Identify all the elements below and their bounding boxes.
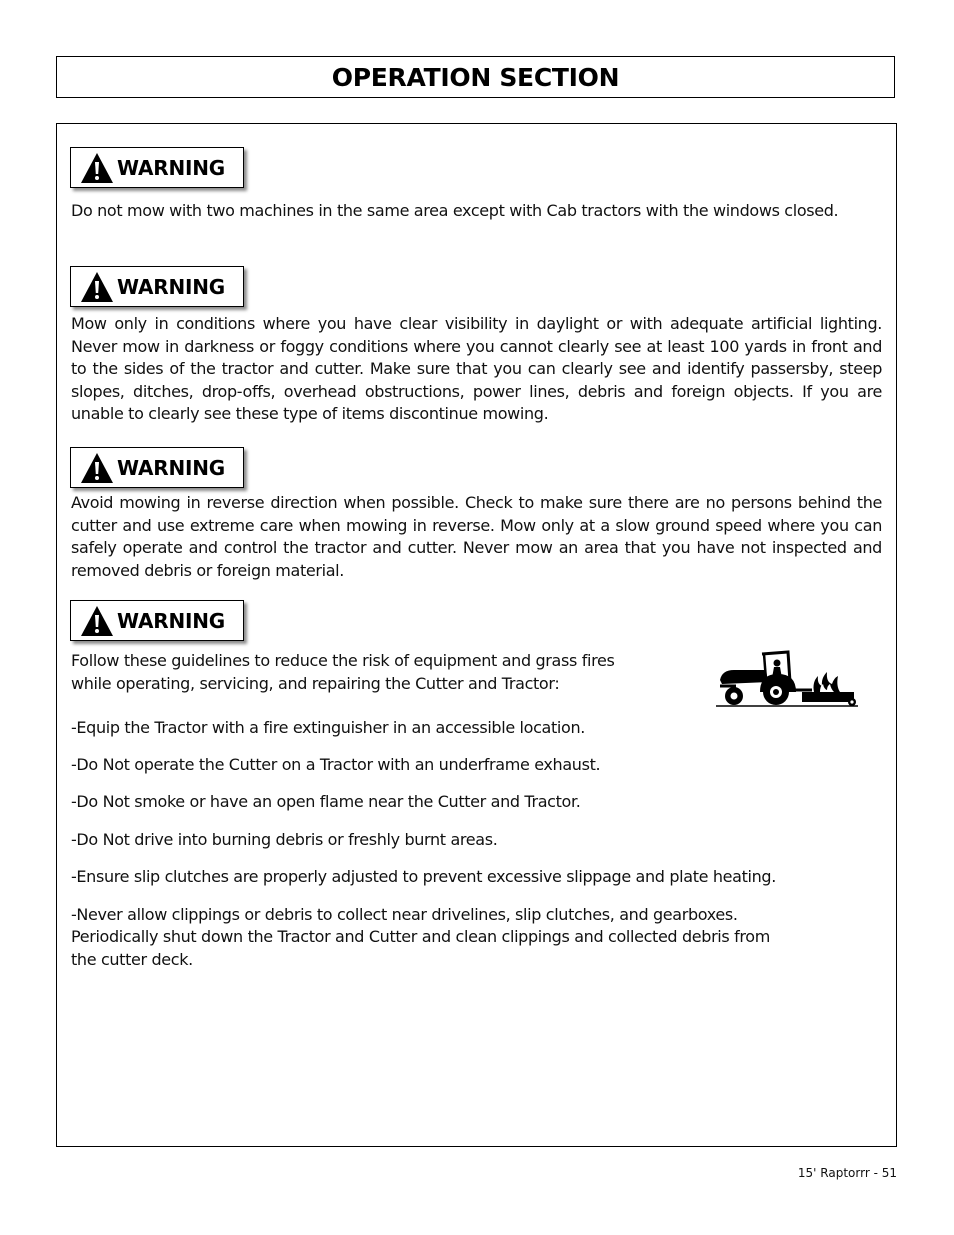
tractor-fire-icon <box>714 646 860 710</box>
warning-label-2 <box>70 266 244 307</box>
warning-text: WARNING <box>117 274 225 299</box>
guideline-6-line-3: the cutter deck. <box>71 950 193 969</box>
section-header <box>56 56 895 98</box>
warning-triangle-icon <box>80 605 114 637</box>
warning-triangle-icon <box>80 152 114 184</box>
warning-body-2: Mow only in conditions where you have clear visibility in daylight or with adequate artificial lighting. Never mow in darkness or foggy conditions where you cannot clearly see at least 100 yards in front and to the sides of the tractor and cutter. Make sure that you can clearly see and identify passersby, steep slopes, ditches, drop-offs, overhead obstructions, power lines, debris and foreign objects. If you are unable to clearly see these type of items discontinue mowing. <box>71 314 882 423</box>
warning-text: WARNING <box>117 455 225 480</box>
warning-triangle-icon <box>80 452 114 484</box>
warning-triangle-icon <box>80 271 114 303</box>
warning-text: WARNING <box>117 608 225 633</box>
guideline-5: -Ensure slip clutches are properly adjusted to prevent excessive slippage and plate heating. <box>71 867 776 886</box>
page-title: OPERATION SECTION <box>331 62 620 92</box>
warning-body-1: Do not mow with two machines in the same area except with Cab tractors with the windows closed. <box>71 201 839 220</box>
page-footer: 15' Raptorrr - 51 <box>797 1166 897 1180</box>
warning-label-4 <box>70 600 244 641</box>
warning-label-1 <box>70 147 244 188</box>
guideline-2: -Do Not operate the Cutter on a Tractor with an underframe exhaust. <box>71 755 601 774</box>
guideline-6-line-1: -Never allow clippings or debris to collect near drivelines, slip clutches, and gearboxes. <box>71 905 738 924</box>
guideline-4: -Do Not drive into burning debris or freshly burnt areas. <box>71 830 498 849</box>
fire-intro-line-2: while operating, servicing, and repairing the Cutter and Tractor: <box>71 674 560 693</box>
guideline-6-line-2: Periodically shut down the Tractor and Cutter and clean clippings and collected debris from <box>71 927 770 946</box>
warning-label-3 <box>70 447 244 488</box>
guideline-1: -Equip the Tractor with a fire extinguisher in an accessible location. <box>71 718 585 737</box>
guideline-3: -Do Not smoke or have an open flame near the Cutter and Tractor. <box>71 792 581 811</box>
warning-body-3: Avoid mowing in reverse direction when possible. Check to make sure there are no persons behind the cutter and use extreme care when mowing in reverse. Mow only at a slow ground speed where you can safely operate and control the tractor and cutter. Never mow an area that you have not inspected and removed debris or foreign material. <box>71 493 882 580</box>
fire-intro-line-1: Follow these guidelines to reduce the risk of equipment and grass fires <box>71 651 615 670</box>
warning-text: WARNING <box>117 155 225 180</box>
